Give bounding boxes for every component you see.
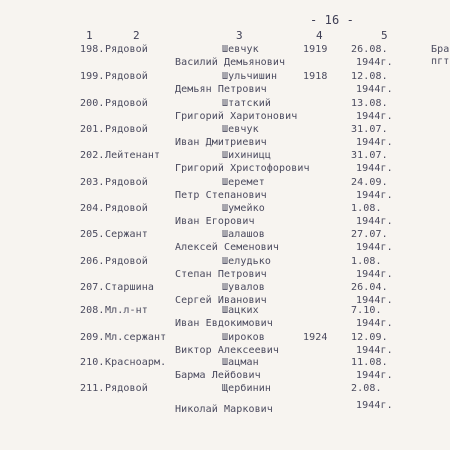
given-name: Виктор Алексеевич	[175, 345, 280, 356]
given-name: Иван Егорович	[175, 216, 255, 227]
record-number: 205.	[80, 229, 105, 240]
given-name: Григорий Харитонович	[175, 111, 298, 122]
date-year: 1944г.	[356, 242, 393, 253]
record-number: 201.	[80, 124, 105, 135]
column-header-1: 1	[86, 29, 93, 42]
date-year: 1944г.	[356, 137, 393, 148]
date: 2.08.	[351, 383, 382, 394]
record-number: 204.	[80, 203, 105, 214]
column-header-3: 3	[236, 29, 243, 42]
record-number: 206.	[80, 256, 105, 267]
surname: Шихиницц	[222, 150, 271, 161]
record-number: 198.	[80, 44, 105, 55]
column-header-4: 4	[316, 29, 323, 42]
truncated-text: пгт	[431, 56, 450, 67]
record-number: 209.	[80, 332, 105, 343]
rank: Рядовой	[105, 256, 148, 267]
date: 1.08.	[351, 256, 382, 267]
birth-year: 1918	[303, 71, 328, 82]
date: 11.08.	[351, 357, 388, 368]
date-year: 1944г.	[356, 295, 393, 306]
rank: Лейтенант	[105, 150, 161, 161]
surname: Щербинин	[222, 383, 271, 394]
surname: Шумейко	[222, 203, 265, 214]
record-number: 211.	[80, 383, 105, 394]
date-year: 1944г.	[356, 111, 393, 122]
record-number: 200.	[80, 98, 105, 109]
given-name: Григорий Христофорович	[175, 163, 310, 174]
given-name: Петр Степанович	[175, 190, 267, 201]
record-number: 202.	[80, 150, 105, 161]
birth-year: 1924	[303, 332, 328, 343]
date: 31.07.	[351, 124, 388, 135]
birth-year: 1919	[303, 44, 328, 55]
rank: Мл.сержант	[105, 332, 167, 343]
given-name: Василий Демьянович	[175, 57, 286, 68]
date-year: 1944г.	[356, 57, 393, 68]
rank: Рядовой	[105, 44, 148, 55]
record-number: 207.	[80, 282, 105, 293]
surname: Шеремет	[222, 177, 265, 188]
rank: Рядовой	[105, 203, 148, 214]
date: 24.09.	[351, 177, 388, 188]
date-year: 1944г.	[356, 400, 393, 411]
date: 12.08.	[351, 71, 388, 82]
record-number: 208.	[80, 305, 105, 316]
surname: Широков	[222, 332, 265, 343]
date-year: 1944г.	[356, 370, 393, 381]
surname: Шувалов	[222, 282, 265, 293]
rank: Рядовой	[105, 98, 148, 109]
date: 31.07.	[351, 150, 388, 161]
date-year: 1944г.	[356, 269, 393, 280]
record-number: 210.	[80, 357, 105, 368]
record-number: 199.	[80, 71, 105, 82]
date-year: 1944г.	[356, 190, 393, 201]
truncated-text: Бра	[431, 44, 450, 55]
rank: Рядовой	[105, 383, 148, 394]
rank: Сержант	[105, 229, 148, 240]
surname: Шульчишин	[222, 71, 278, 82]
surname: Шевчук	[222, 124, 259, 135]
surname: Шалашов	[222, 229, 265, 240]
rank: Рядовой	[105, 71, 148, 82]
column-header-5: 5	[381, 29, 388, 42]
date-year: 1944г.	[356, 216, 393, 227]
rank: Рядовой	[105, 124, 148, 135]
given-name: Алексей Семенович	[175, 242, 280, 253]
surname: Шацман	[222, 357, 259, 368]
surname: Шевчук	[222, 44, 259, 55]
date: 7.10.	[351, 305, 382, 316]
page-number: - 16 -	[310, 13, 354, 27]
given-name: Демьян Петрович	[175, 84, 267, 95]
date-year: 1944г.	[356, 84, 393, 95]
rank: Рядовой	[105, 177, 148, 188]
rank: Мл.л-нт	[105, 305, 148, 316]
date: 1.08.	[351, 203, 382, 214]
given-name: Барма Лейбович	[175, 370, 261, 381]
given-name: Николай Маркович	[175, 404, 273, 415]
surname: Штатский	[222, 98, 271, 109]
surname: Шацких	[222, 305, 259, 316]
column-header-2: 2	[133, 29, 140, 42]
date-year: 1944г.	[356, 318, 393, 329]
given-name: Сергей Иванович	[175, 295, 267, 306]
date-year: 1944г.	[356, 345, 393, 356]
record-number: 203.	[80, 177, 105, 188]
date: 26.08.	[351, 44, 388, 55]
given-name: Степан Петрович	[175, 269, 267, 280]
date: 13.08.	[351, 98, 388, 109]
given-name: Иван Дмитриевич	[175, 137, 267, 148]
date: 26.04.	[351, 282, 388, 293]
surname: Шелудько	[222, 256, 271, 267]
rank: Красноарм.	[105, 357, 167, 368]
date-year: 1944г.	[356, 163, 393, 174]
date: 27.07.	[351, 229, 388, 240]
rank: Старшина	[105, 282, 154, 293]
date: 12.09.	[351, 332, 388, 343]
given-name: Иван Евдокимович	[175, 318, 273, 329]
